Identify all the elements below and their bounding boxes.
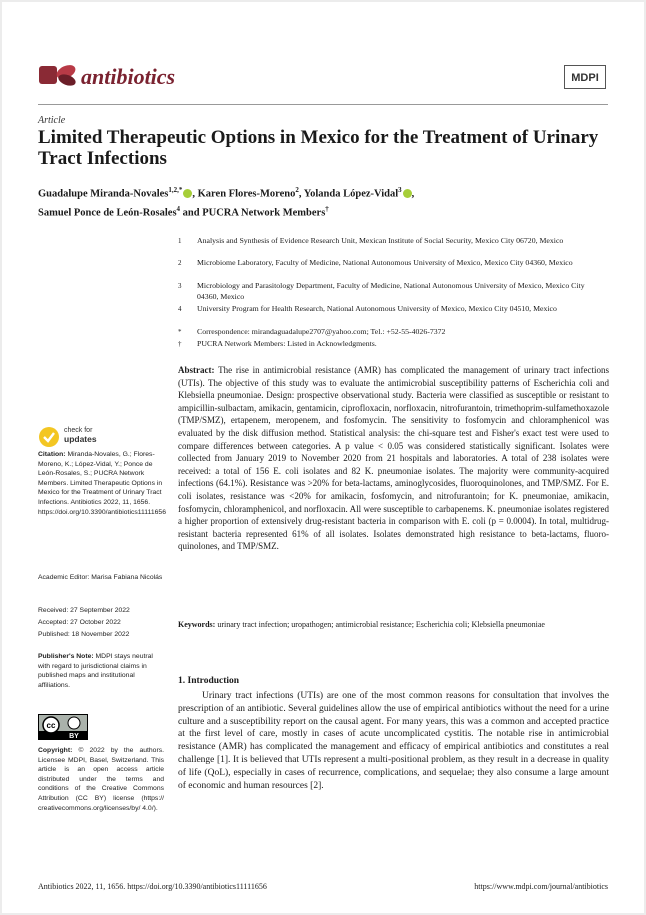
author-name[interactable]: , Yolanda López-Vidal bbox=[298, 188, 399, 200]
author-name[interactable]: and PUCRA Network Members bbox=[180, 207, 326, 218]
article-type: Article bbox=[38, 115, 66, 126]
antibiotics-logo-icon bbox=[38, 60, 78, 90]
abstract bbox=[178, 364, 609, 553]
publisher-note bbox=[38, 652, 164, 690]
author-list: Guadalupe Miranda-Novales$^{1,2,*}$ , Karen Flores-Moreno$^2$, Yolanda López-Vidal$^3$ , Samuel Ponce de León-Rosales$^4$ and PUCRA Network Members† bbox=[38, 186, 415, 218]
keywords-text: urinary tract infection; uropathogen; antimicrobial resistance; Escherichia coli; Klebsiella pneumoniae bbox=[217, 620, 545, 629]
published-date: Published: 18 November 2022 bbox=[38, 631, 130, 638]
mdpi-logo-icon bbox=[564, 65, 606, 89]
author-name[interactable]: Guadalupe Miranda-Novales bbox=[38, 188, 169, 200]
copyright bbox=[38, 746, 164, 813]
check-updates-icon bbox=[38, 426, 60, 448]
affiliation-4: 4 University Program for Health Research, National Autonomous University of Mexico, Mexico City 04510, Mexico bbox=[178, 304, 557, 313]
citation bbox=[38, 450, 164, 517]
citation-text[interactable]: Miranda-Novales, G.; Flores-Moreno, K.; López-Vidal, Y.; Ponce de León-Rosales, S.; PUCRA Network Members. Limited Therapeutic Options in Mexico for the Treatment of Urinary Tract Infections. Antibiotics 2022, 11, 1656. https://doi.org/10.3390/antibiotics11111656 bbox=[38, 451, 166, 516]
keywords-label: Keywords: bbox=[178, 620, 216, 629]
introduction-text: Urinary tract infections (UTIs) are one of the most common reasons for consultation that involves the prescription of an antibiotic. Several guidelines allow the use of empirical antibiotics without the need for a urine culture and a susceptibility report on the causal agent. For many years, this was a common and accepted practice at the first level of care, mostly in cases of acute uncomplicated cystitis. The notable rise in antimicrobial resistance (AMR) has complicated the management and efficacy of empirical antibiotics and constitutes a real challenge [1]. It is believed that UTIs represent a multi-positional problem, as they result in a decrease in quality of life (QoL), especially in cases of recurrence, complications, and sequelae; they also consume a large amount of economic and human resources [2]. bbox=[178, 691, 609, 791]
keywords bbox=[178, 619, 609, 630]
svg-text:BY: BY bbox=[69, 733, 79, 740]
correspondence: * Correspondence: mirandaguadalupe2707@yahoo.com; Tel.: +52-55-4026-7372 bbox=[178, 327, 446, 336]
page bbox=[2, 2, 644, 913]
copyright-label: Copyright: bbox=[38, 747, 73, 754]
citation-label: Citation: bbox=[38, 451, 66, 458]
publisher-note-label: Publisher's Note: bbox=[38, 653, 94, 660]
footer-citation[interactable]: Antibiotics 2022, 11, 1656. https://doi.org/10.3390/antibiotics11111656 bbox=[38, 882, 267, 891]
abstract-text: The rise in antimicrobial resistance (AMR) has complicated the management of urinary tract infections (UTIs). The objective of this study was to evaluate the antimicrobial susceptibility patterns of Escherichia coli and Klebsiella pneumoniae. Design: prospective observational study. Bacteria were classified as susceptible or resistant to ampicillin-sulbactam, amikacin, gentamicin, ciprofloxacin, norfloxacin, nitrofurantoin, trimethoprim-sulfamethoxazole (TMP/SMZ), ertapenem, meropenem, and fosfomycin. The sensitivity to fosfomycin and chloramphenicol was evaluated by the disk diffusion method. Statistical analysis: the chi-square test and Fisher's exact test were used to compare differences between categories. A p value < 0.05 was considered statistically significant. Isolates were collected from January 2019 to November 2020 from 21 hospitals and laboratories. A total of 238 isolates were received: a total of 156 E. coli isolates and 82 K. pneumoniae isolates. The majority were community-acquired infections (64.1%). Resistance was >20% for beta-lactams, aminoglycosides, fluoroquinolones, and TMP/SMZ. For E. coli isolates, resistance was <20% for amikacin, fosfomycin, and nitrofurantoin; for K. pneumoniae, amikacin, fosfomycin, chloramphenicol, and norfloxacin. All were susceptible to carbapenems. K. pneumoniae isolates registered a higher proportion of extensively drug-resistant bacteria in comparison with E. coli (p = 0.0004). In total, multidrug-resistant bacteria represented 61% of all isolates. Isolates demonstrated high resistance to beta-lactams, fluoro-quinolones, and TMP/SMZ. bbox=[178, 365, 609, 552]
academic-editor: Academic Editor: Marisa Fabiana Nicolás bbox=[38, 574, 163, 581]
accepted-date: Accepted: 27 October 2022 bbox=[38, 619, 121, 626]
copyright-text: © 2022 by the authors. Licensee MDPI, Basel, Switzerland. This article is an open access article distributed under the terms and conditions of the Creative Commons Attribution (CC BY) license (https:// creativecommons.org/licenses/by/ 4.0/). bbox=[38, 747, 165, 812]
affiliation-1: 1 Analysis and Synthesis of Evidence Research Unit, Mexican Institute of Social Security, Mexico City 06720, Mexico bbox=[178, 236, 564, 245]
svg-text:cc: cc bbox=[46, 721, 56, 730]
svg-text:MDPI: MDPI bbox=[571, 72, 599, 84]
journal-name: antibiotics bbox=[81, 64, 176, 89]
footer-journal-url[interactable]: https://www.mdpi.com/journal/antibiotics bbox=[474, 882, 608, 891]
footer bbox=[38, 882, 608, 891]
orcid-icon[interactable] bbox=[403, 189, 412, 198]
author-name[interactable]: Samuel Ponce de León-Rosales bbox=[38, 207, 177, 218]
article-title: Limited Therapeutic Options in Mexico for the Treatment of Urinary Tract Infections bbox=[38, 127, 599, 169]
abstract-label: Abstract: bbox=[178, 365, 215, 375]
affiliation-3: 3 Microbiology and Parasitology Department, Faculty of Medicine, National Autonomous University of Mexico, Mexico City 04360, Mexico bbox=[178, 281, 585, 301]
check-for-updates-button[interactable] bbox=[38, 426, 118, 448]
check-updates-line1: check for bbox=[64, 427, 93, 434]
cc-by-license-icon[interactable] bbox=[38, 714, 88, 740]
affiliation-2: 2 Microbiome Laboratory, Faculty of Medicine, National Autonomous University of Mexico, Mexico City 04360, Mexico bbox=[178, 258, 573, 267]
section-heading: 1. Introduction bbox=[178, 676, 240, 686]
author-name[interactable]: , Karen Flores-Moreno bbox=[192, 188, 296, 200]
header-divider bbox=[38, 104, 608, 105]
publisher-note-text: MDPI stays neutral with regard to jurisdictional claims in published maps and institutional affiliations. bbox=[38, 653, 153, 689]
received-date: Received: 27 September 2022 bbox=[38, 607, 130, 614]
network-note: † PUCRA Network Members: Listed in Acknowledgments. bbox=[178, 339, 377, 348]
check-updates-line2: updates bbox=[64, 434, 97, 444]
